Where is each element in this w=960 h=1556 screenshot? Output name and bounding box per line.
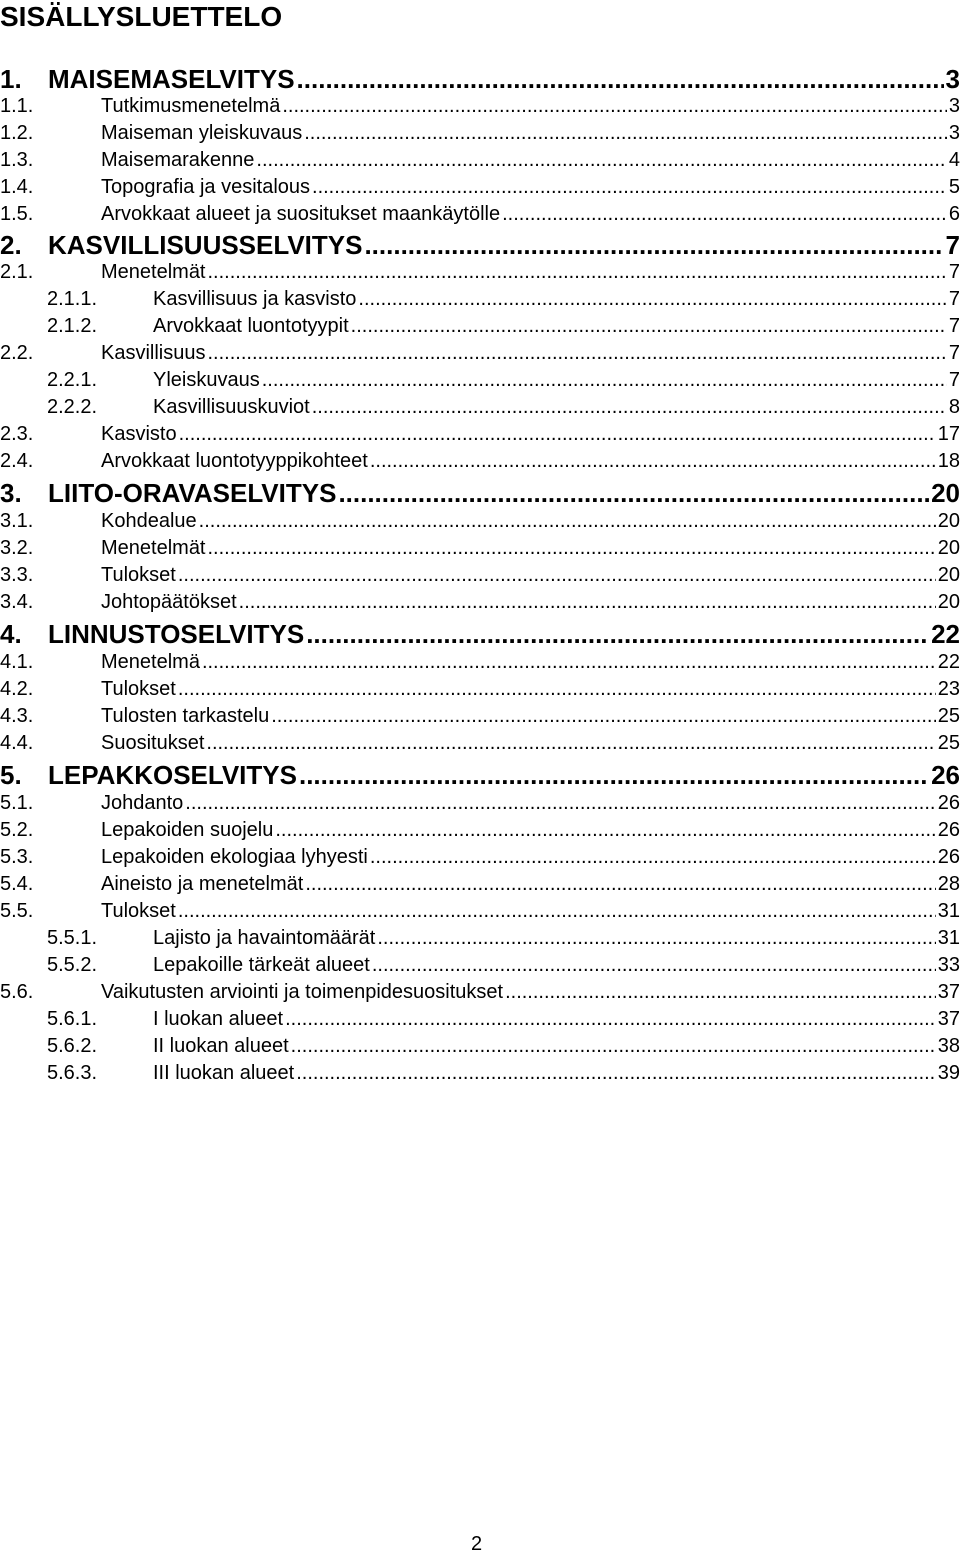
toc-entry-number: 4.1. (0, 651, 34, 673)
toc-entry-page: 7 (948, 342, 960, 364)
toc-entry-number: 3.2. (0, 537, 34, 559)
toc-entry-page: 31 (937, 900, 960, 922)
toc-entry-title: Menetelmä (101, 651, 200, 673)
toc-entry-number: 5.2. (0, 819, 34, 841)
toc-entry[interactable] (47, 395, 960, 419)
toc-entry-number: 2. (0, 230, 22, 260)
toc-entry-title: Menetelmät (101, 261, 206, 283)
toc-entry-title: Lepakoiden suojelu (101, 819, 274, 841)
toc-dot-leader (364, 230, 943, 260)
toc-dot-leader (291, 1034, 936, 1058)
toc-entry-number: 2.4. (0, 450, 34, 472)
toc-entry-number: 5.1. (0, 792, 34, 814)
toc-entry[interactable] (47, 1061, 960, 1085)
toc-entry[interactable] (0, 563, 960, 587)
toc-entry[interactable] (0, 731, 960, 755)
toc-entry-title: Suositukset (101, 732, 205, 754)
toc-entry-page: 3 (945, 64, 960, 94)
toc-dot-leader (372, 953, 936, 977)
toc-entry-number: 1.4. (0, 176, 34, 198)
toc-entry[interactable] (0, 818, 960, 842)
toc-entry-page: 7 (948, 261, 960, 283)
toc-entry-page: 7 (945, 230, 960, 260)
toc-dot-leader (208, 260, 947, 284)
toc-entry[interactable] (0, 121, 960, 145)
toc-entry-title: Lajisto ja havaintomäärät (153, 927, 376, 949)
toc-entry-number: 3.3. (0, 564, 34, 586)
toc-entry-page: 7 (948, 288, 960, 310)
toc-entry-title: LEPAKKOSELVITYS (48, 760, 297, 790)
toc-dot-leader (239, 590, 936, 614)
toc-entry-number: 4. (0, 619, 22, 649)
toc-dot-leader (275, 818, 935, 842)
toc-entry-title: Vaikutusten arviointi ja toimenpidesuositukset (101, 981, 504, 1003)
toc-entry-page: 20 (937, 537, 960, 559)
toc-dot-leader (178, 563, 936, 587)
toc-entry-title: Lepakoille tärkeät alueet (153, 954, 370, 976)
toc-dot-leader (312, 175, 947, 199)
toc-entry-title: Tulokset (101, 564, 176, 586)
page-title: SISÄLLYSLUETTELO (0, 1, 283, 32)
toc-entry-page: 20 (937, 564, 960, 586)
toc-entry-page: 39 (937, 1062, 960, 1084)
page-number: 2 (471, 1533, 483, 1555)
toc-dot-leader (351, 314, 947, 338)
toc-entry-page: 20 (937, 591, 960, 613)
toc-dot-leader (370, 845, 936, 869)
toc-entry[interactable] (47, 287, 960, 311)
toc-entry-page: 22 (937, 651, 960, 673)
toc-dot-leader (312, 395, 947, 419)
toc-entry-page: 25 (937, 705, 960, 727)
toc-entry-number: 1.3. (0, 149, 34, 171)
toc-entry[interactable] (0, 509, 960, 533)
toc-entry-number: 5.5.2. (47, 954, 98, 976)
toc-entry-title: Topografia ja vesitalous (101, 176, 311, 198)
toc-entry-page: 37 (937, 981, 960, 1003)
toc-entry[interactable] (0, 94, 960, 118)
toc-entry[interactable] (47, 368, 960, 392)
toc-entry-page: 3 (948, 122, 960, 144)
toc-dot-leader (296, 1061, 936, 1085)
toc-dot-leader (297, 64, 944, 94)
toc-entry[interactable] (0, 478, 960, 508)
toc-entry-title: Kohdealue (101, 510, 197, 532)
toc-entry-number: 2.1. (0, 261, 34, 283)
toc-entry-page: 18 (937, 450, 960, 472)
toc-entry-page: 37 (937, 1008, 960, 1030)
toc-entry-number: 2.2.2. (47, 396, 98, 418)
toc-dot-leader (377, 926, 935, 950)
toc-entry-number: 1.2. (0, 122, 34, 144)
toc-entry-title: Maisemarakenne (101, 149, 255, 171)
toc-entry-number: 1. (0, 64, 22, 94)
toc-dot-leader (502, 202, 947, 226)
toc-entry-number: 2.2. (0, 342, 34, 364)
toc-entry[interactable] (0, 260, 960, 284)
toc-entry-number: 5.6.2. (47, 1035, 98, 1057)
toc-entry[interactable] (0, 590, 960, 614)
toc-entry[interactable] (47, 314, 960, 338)
toc-dot-leader (256, 148, 946, 172)
toc-entry-page: 7 (948, 315, 960, 337)
toc-entry-page: 26 (937, 846, 960, 868)
toc-dot-leader (305, 872, 935, 896)
toc-entry-number: 5.5.1. (47, 927, 98, 949)
toc-entry-title: Kasvillisuus ja kasvisto (153, 288, 357, 310)
toc-entry-title: Arvokkaat luontotyyppikohteet (101, 450, 368, 472)
toc-entry-page: 6 (948, 203, 960, 225)
toc-dot-leader (202, 650, 936, 674)
toc-entry-page: 25 (937, 732, 960, 754)
toc-entry-title: III luokan alueet (153, 1062, 295, 1084)
toc-entry-page: 26 (937, 819, 960, 841)
toc-entry[interactable] (0, 760, 960, 790)
toc-dot-leader (306, 619, 929, 649)
toc-entry[interactable] (47, 1007, 960, 1031)
toc-entry-number: 2.1.1. (47, 288, 98, 310)
toc-entry[interactable] (0, 677, 960, 701)
toc-entry-page: 8 (948, 396, 960, 418)
toc-dot-leader (304, 121, 947, 145)
toc-entry-title: Kasvillisuus (101, 342, 206, 364)
toc-entry-title: Johdanto (101, 792, 184, 814)
toc-entry-title: Arvokkaat alueet ja suositukset maankäytölle (101, 203, 501, 225)
toc-entry-number: 5.6. (0, 981, 34, 1003)
toc-entry-page: 38 (937, 1035, 960, 1057)
toc-entry-title: Johtopäätökset (101, 591, 237, 613)
toc-entry-number: 3.1. (0, 510, 34, 532)
toc-entry-number: 5.6.1. (47, 1008, 98, 1030)
toc-dot-leader (185, 791, 935, 815)
toc-entry[interactable] (0, 980, 960, 1004)
toc-entry-page: 3 (948, 95, 960, 117)
toc-entry-title: Aineisto ja menetelmät (101, 873, 304, 895)
toc-entry[interactable] (0, 422, 960, 446)
toc-entry[interactable] (0, 845, 960, 869)
toc-dot-leader (199, 509, 936, 533)
toc-entry[interactable] (0, 650, 960, 674)
toc-entry[interactable] (0, 899, 960, 923)
toc-entry-number: 5.4. (0, 873, 34, 895)
toc-entry-page: 20 (937, 510, 960, 532)
toc-entry[interactable] (47, 953, 960, 977)
toc-dot-leader (271, 704, 936, 728)
toc-entry-title: Arvokkaat luontotyypit (153, 315, 349, 337)
toc-entry-page: 22 (931, 619, 960, 649)
toc-entry-page: 31 (937, 927, 960, 949)
toc-entry-page: 28 (937, 873, 960, 895)
toc-entry-page: 20 (931, 478, 960, 508)
toc-entry-number: 5.3. (0, 846, 34, 868)
toc-dot-leader (179, 422, 936, 446)
toc-entry[interactable] (0, 64, 960, 94)
toc-entry[interactable] (0, 202, 960, 226)
toc-entry-page: 4 (948, 149, 960, 171)
toc-dot-leader (178, 899, 936, 923)
toc-entry-number: 3.4. (0, 591, 34, 613)
toc-entry[interactable] (0, 230, 960, 260)
toc-entry-title: Menetelmät (101, 537, 206, 559)
toc-entry-title: I luokan alueet (153, 1008, 284, 1030)
toc-entry-number: 1.1. (0, 95, 34, 117)
toc-entry-page: 23 (937, 678, 960, 700)
toc-dot-leader (207, 341, 946, 365)
toc-dot-leader (505, 980, 936, 1004)
toc-entry[interactable] (0, 148, 960, 172)
toc-entry-number: 4.4. (0, 732, 34, 754)
toc-entry-number: 5.6.3. (47, 1062, 98, 1084)
toc-entry-page: 26 (931, 760, 960, 790)
toc-entry-page: 5 (948, 176, 960, 198)
toc-entry-title: Yleiskuvaus (153, 369, 260, 391)
toc-entry-title: MAISEMASELVITYS (48, 64, 295, 94)
toc-entry[interactable] (0, 872, 960, 896)
toc-entry-title: II luokan alueet (153, 1035, 289, 1057)
toc-entry-number: 1.5. (0, 203, 34, 225)
toc-dot-leader (370, 449, 936, 473)
toc-entry-number: 3. (0, 478, 22, 508)
toc-entry-page: 33 (937, 954, 960, 976)
toc-entry-title: LINNUSTOSELVITYS (48, 619, 305, 649)
toc-entry-page: 26 (937, 792, 960, 814)
toc-entry-page: 7 (948, 369, 960, 391)
toc-entry-title: Tutkimusmenetelmä (101, 95, 281, 117)
toc-entry-number: 2.2.1. (47, 369, 98, 391)
toc-dot-leader (299, 760, 929, 790)
toc-dot-leader (262, 368, 947, 392)
toc-entry-title: Tulokset (101, 678, 176, 700)
toc-entry-number: 4.3. (0, 705, 34, 727)
toc-entry[interactable] (0, 175, 960, 199)
toc-entry-number: 5. (0, 760, 22, 790)
toc-entry-number: 5.5. (0, 900, 34, 922)
toc-entry[interactable] (0, 619, 960, 649)
toc-dot-leader (285, 1007, 936, 1031)
toc-entry-title: LIITO-ORAVASELVITYS (48, 478, 337, 508)
toc-entry[interactable] (0, 341, 960, 365)
toc-dot-leader (282, 94, 947, 118)
toc-dot-leader (178, 677, 936, 701)
toc-entry-title: KASVILLISUUSSELVITYS (48, 230, 363, 260)
toc-entry[interactable] (47, 926, 960, 950)
toc-dot-leader (206, 731, 935, 755)
toc-entry[interactable] (0, 791, 960, 815)
toc-entry-number: 2.3. (0, 423, 34, 445)
toc-entry-page: 17 (937, 423, 960, 445)
toc-entry-title: Kasvisto (101, 423, 177, 445)
toc-entry-title: Kasvillisuuskuviot (153, 396, 310, 418)
toc-dot-leader (338, 478, 929, 508)
toc-entry[interactable] (0, 449, 960, 473)
toc-entry[interactable] (0, 704, 960, 728)
toc-entry-title: Lepakoiden ekologiaa lyhyesti (101, 846, 368, 868)
toc-entry-title: Maiseman yleiskuvaus (101, 122, 303, 144)
toc-entry-number: 2.1.2. (47, 315, 98, 337)
toc-entry-number: 4.2. (0, 678, 34, 700)
toc-entry[interactable] (47, 1034, 960, 1058)
toc-entry-title: Tulosten tarkastelu (101, 705, 270, 727)
toc-dot-leader (358, 287, 946, 311)
toc-entry-title: Tulokset (101, 900, 176, 922)
toc-entry[interactable] (0, 536, 960, 560)
toc-dot-leader (208, 536, 936, 560)
